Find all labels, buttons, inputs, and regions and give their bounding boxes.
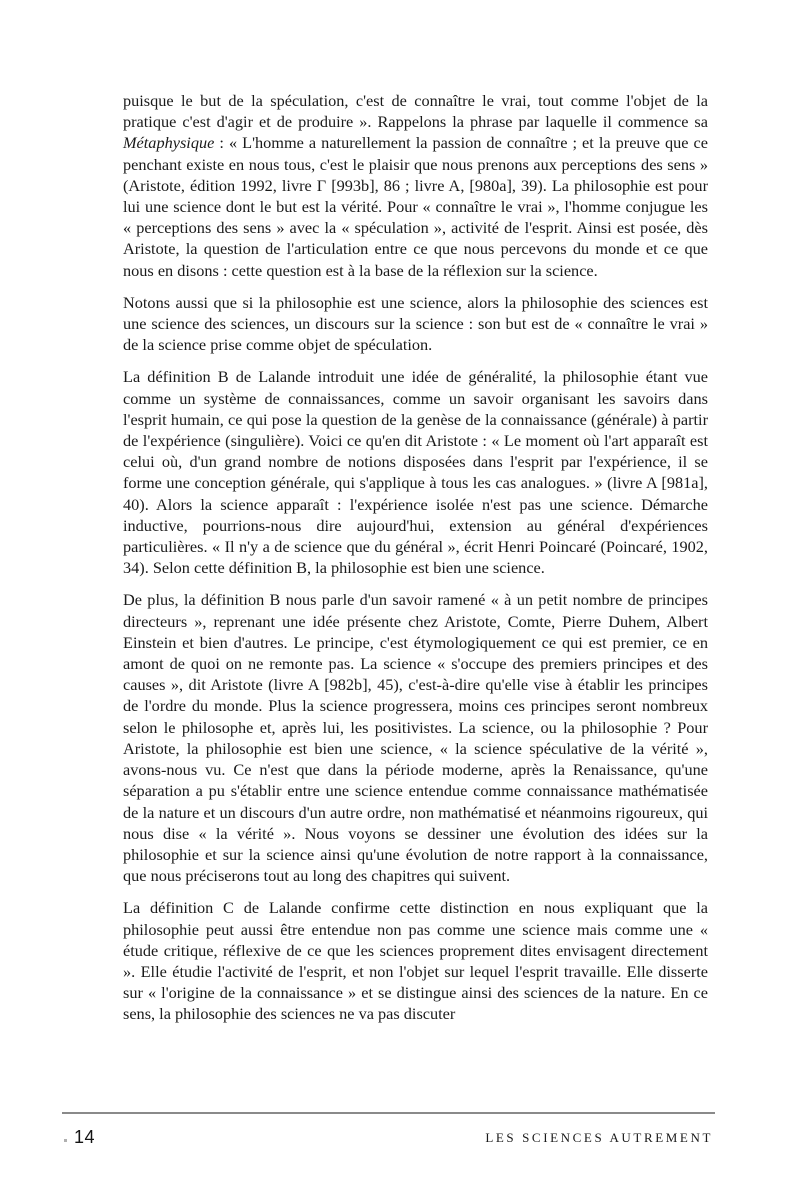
paragraph-2: Notons aussi que si la philosophie est une science, alors la philosophie des sciences est une science des sciences, un discours sur la science : son but est de « connaître le vrai » de la science prise comme objet de spéculation.: [123, 292, 708, 355]
paragraph-4: De plus, la définition B nous parle d'un savoir ramené « à un petit nombre de principes directeurs », reprenant une idée présente chez Aristote, Comte, Pierre Duhem, Albert Einstein et bien d'autres. Le principe, c'est étymologiquement ce qui est premier, ce en amont de quoi on ne remonte pas. La science « s'occupe des premiers principes et des causes », dit Aristote (livre A [982b], 45), c'est-à-dire qu'elle vise à établir les principes de l'ordre du monde. Plus la science progressera, moins ces principes seront nombreux selon le philosophe et, après lui, les positivistes. La science, ou la philosophie ? Pour Aristote, la philosophie est bien une science, « la science spéculative de la vérité », avons-nous vu. Ce n'est que dans la période moderne, après la Renaissance, qu'une séparation a pu s'établir entre une science entendue comme connaissance mathématisée de la nature et un discours d'un autre ordre, non mathématisé et néanmoins rigoureux, qui nous dise « la vérité ». Nous voyons se dessiner une évolution des idées sur la philosophie et sur la science ainsi qu'une évolution de notre rapport à la connaissance, que nous préciserons tout au long des chapitres qui suivent.: [123, 590, 708, 886]
body-text: [123, 90, 708, 1036]
paragraph-5: La définition C de Lalande confirme cette distinction en nous expliquant que la philosophie peut aussi être entendue non pas comme une science mais comme une « étude critique, réflexive de ce que les sciences proprement dites envisagent directement ». Elle étudie l'activité de l'esprit, et non l'objet sur lequel l'esprit travaille. Elle disserte sur « l'origine de la connaissance » et se distingue ainsi des sciences de la nature. En ce sens, la philosophie des sciences ne va pas discuter: [123, 898, 708, 1024]
paragraph-3: La définition B de Lalande introduit une idée de généralité, la philosophie étant vue comme un système de connaissances, comme un savoir organisant les savoirs dans l'esprit humain, ce qui pose la question de la genèse de la connaissance (générale) à partir de l'expérience (singulière). Voici ce qu'en dit Aristote : « Le moment où l'art apparaît est celui où, d'un grand nombre de notions disposées dans l'esprit par l'expérience, il se forme une conception générale, qui s'applique à tous les cas analogues. » (livre A [981a], 40). Alors la science apparaît : l'expérience isolée n'est pas une science. Démarche inductive, pourrions-nous dire aujourd'hui, extension au général d'expériences particulières. « Il n'y a de science que du général », écrit Henri Poincaré (Poincaré, 1902, 34). Selon cette définition B, la philosophie est bien une science.: [123, 367, 708, 578]
paragraph-1: [123, 90, 708, 281]
running-title: LES SCIENCES AUTREMENT: [485, 1130, 713, 1145]
paragraph-1-text-before-italic: puisque le but de la spéculation, c'est de connaître le vrai, tout comme l'objet de la pratique c'est d'agir et de produire ». Rappelons la phrase par laquelle il commence sa: [123, 91, 708, 132]
book-title-italic: Métaphysique: [123, 133, 215, 153]
page-number: 14: [74, 1127, 96, 1147]
paragraph-1-text-after-italic: : « L'homme a naturellement la passion de connaître ; et la preuve que ce penchant existe en nous tous, c'est le plaisir que nous prenons aux perceptions des sens » (Aristote, édition 1992, livre Γ [993b], 86 ; livre A, [980a], 39). La philosophie est pour lui une science dont le but est la vérité. Pour « connaître le vrai », l'homme conjugue les « perceptions des sens » avec la « spéculation », activité de l'esprit. Ainsi est posée, dès Aristote, la question de l'articulation entre ce que nous percevons du monde et ce que nous en disons : cette question est à la base de la réflexion sur la science.: [123, 133, 708, 280]
footer-divider-rule: [62, 1112, 715, 1114]
page-marker-dot: [64, 1139, 67, 1142]
